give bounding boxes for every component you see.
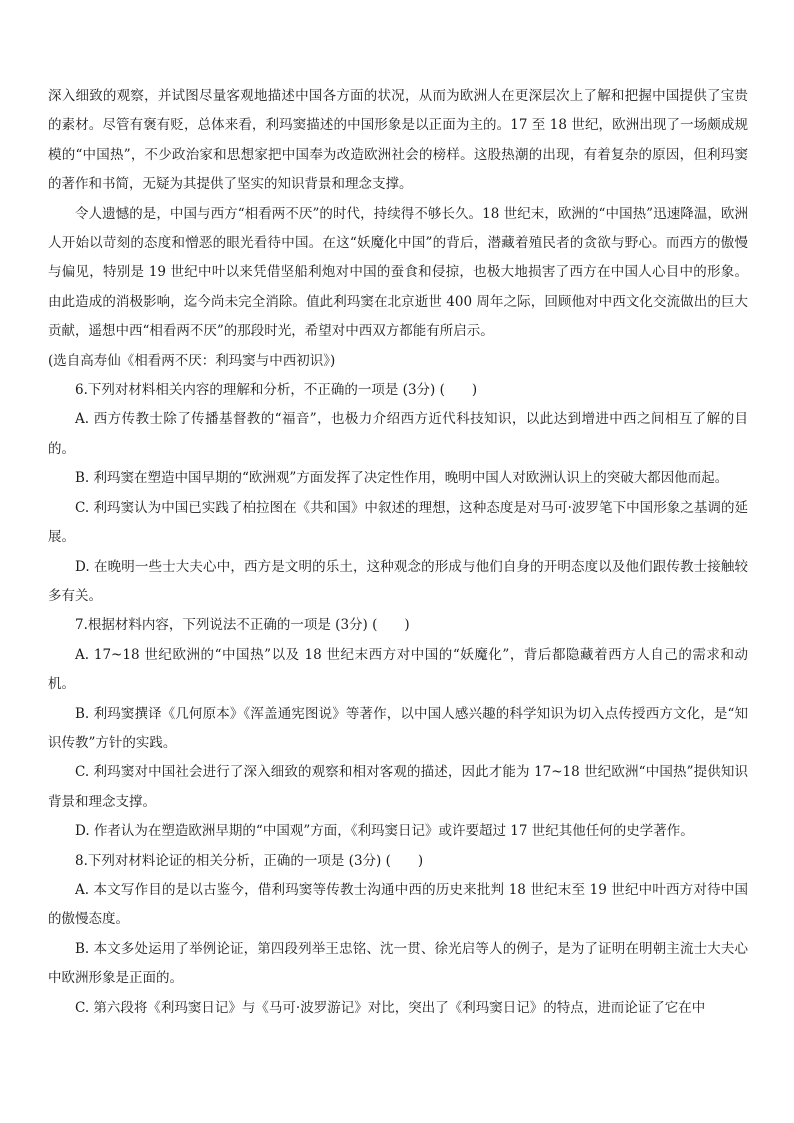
- question-6-stem: 6.下列对材料相关内容的理解和分析，不正确的一项是 (3分) ( ): [75, 382, 478, 399]
- question-7-option-c: C. 利玛窦对中国社会进行了深入细致的观察和相对客观的描述，因此才能为 17~18 世纪欧洲“中国热”提供知识背景和理念支撑。: [48, 764, 748, 810]
- question-7-stem: 7.根据材料内容，下列说法不正确的一项是 (3分) ( ): [75, 617, 410, 634]
- passage-paragraph-1: 深入细致的观察，并试图尽量客观地描述中国各方面的状况，从而为欧洲人在更深层次上了解和把握中国提供了宝贵的素材。尽管有褒有贬，总体来看，利玛窦描述的中国形象是以正面为主的。17 至 18 世纪，欧洲出现了一场颇成规模的“中国热”，不少政治家和思想家把中国奉为改造欧洲社会的榜样。这股热潮的出现，有着复杂的原因，但利玛窦的著作和书简，无疑为其提供了坚实的知识背景和理念支撑。: [48, 88, 748, 193]
- question-8-option-c: C. 第六段将《利玛窦日记》与《马可·波罗游记》对比，突出了《利玛窦日记》的特点，进而论证了它在中: [75, 999, 706, 1016]
- passage-source: (选自高寿仙《相看两不厌：利玛窦与中西初识》): [48, 352, 336, 369]
- question-7-option-a: A. 17~18 世纪欧洲的“中国热”以及 18 世纪末西方对中国的“妖魔化”，背后都隐藏着西方人自己的需求和动机。: [48, 646, 748, 693]
- question-6-option-d: D. 在晚明一些士大夫心中，西方是文明的乐土，这种观念的形成与他们自身的开明态度以及他们跟传教士接触较多有关。: [48, 558, 748, 604]
- question-8-stem: 8.下列对材料论证的相关分析，正确的一项是 (3分) ( ): [75, 852, 424, 869]
- question-8-option-b: B. 本文多处运用了举例论证，第四段列举王忠铭、沈一贯、徐光启等人的例子，是为了证明在明朝主流士大夫心中欧洲形象是正面的。: [48, 940, 748, 987]
- question-8-option-a: A. 本文写作目的是以古鉴今，借利玛窦等传教士沟通中西的历史来批判 18 世纪末至 19 世纪中叶西方对待中国的傲慢态度。: [48, 881, 748, 928]
- question-6-option-a: A. 西方传教士除了传播基督教的“福音”，也极力介绍西方近代科技知识，以此达到增进中西之间相互了解的目的。: [48, 411, 748, 457]
- exam-content: [48, 82, 748, 1023]
- question-7-option-d: D. 作者认为在塑造欧洲早期的“中国观”方面，《利玛窦日记》或许要超过 17 世纪其他任何的史学著作。: [75, 823, 694, 840]
- passage-paragraph-2: 令人遗憾的是，中国与西方“相看两不厌”的时代，持续得不够长久。18 世纪末，欧洲的“中国热”迅速降温，欧洲人开始以苛刻的态度和憎恶的眼光看待中国。在这“妖魔化中国”的背后，潜藏着殖民者的贪欲与野心。而西方的傲慢与偏见，特别是 19 世纪中叶以来凭借坚船利炮对中国的蚕食和侵掠，也极大地损害了西方在中国人心目中的形象。由此造成的消极影响，迄今尚未完全消除。值此利玛窦在北京逝世 400 周年之际，回顾他对中西文化交流做出的巨大贡献，遥想中西“相看两不厌”的那段时光，希望对中西双方都能有所启示。: [48, 205, 748, 340]
- question-7-option-b: B. 利玛窦撰译《几何原本》《浑盖通宪图说》等著作，以中国人感兴趣的科学知识为切入点传授西方文化，是“知识传教”方针的实践。: [48, 705, 748, 751]
- question-6-option-b: B. 利玛窦在塑造中国早期的“欧洲观”方面发挥了决定性作用，晚明中国人对欧洲认识上的突破大都因他而起。: [75, 470, 729, 487]
- question-6-option-c: C. 利玛窦认为中国已实践了柏拉图在《共和国》中叙述的理想，这种态度是对马可·波罗笔下中国形象之基调的延展。: [48, 499, 748, 546]
